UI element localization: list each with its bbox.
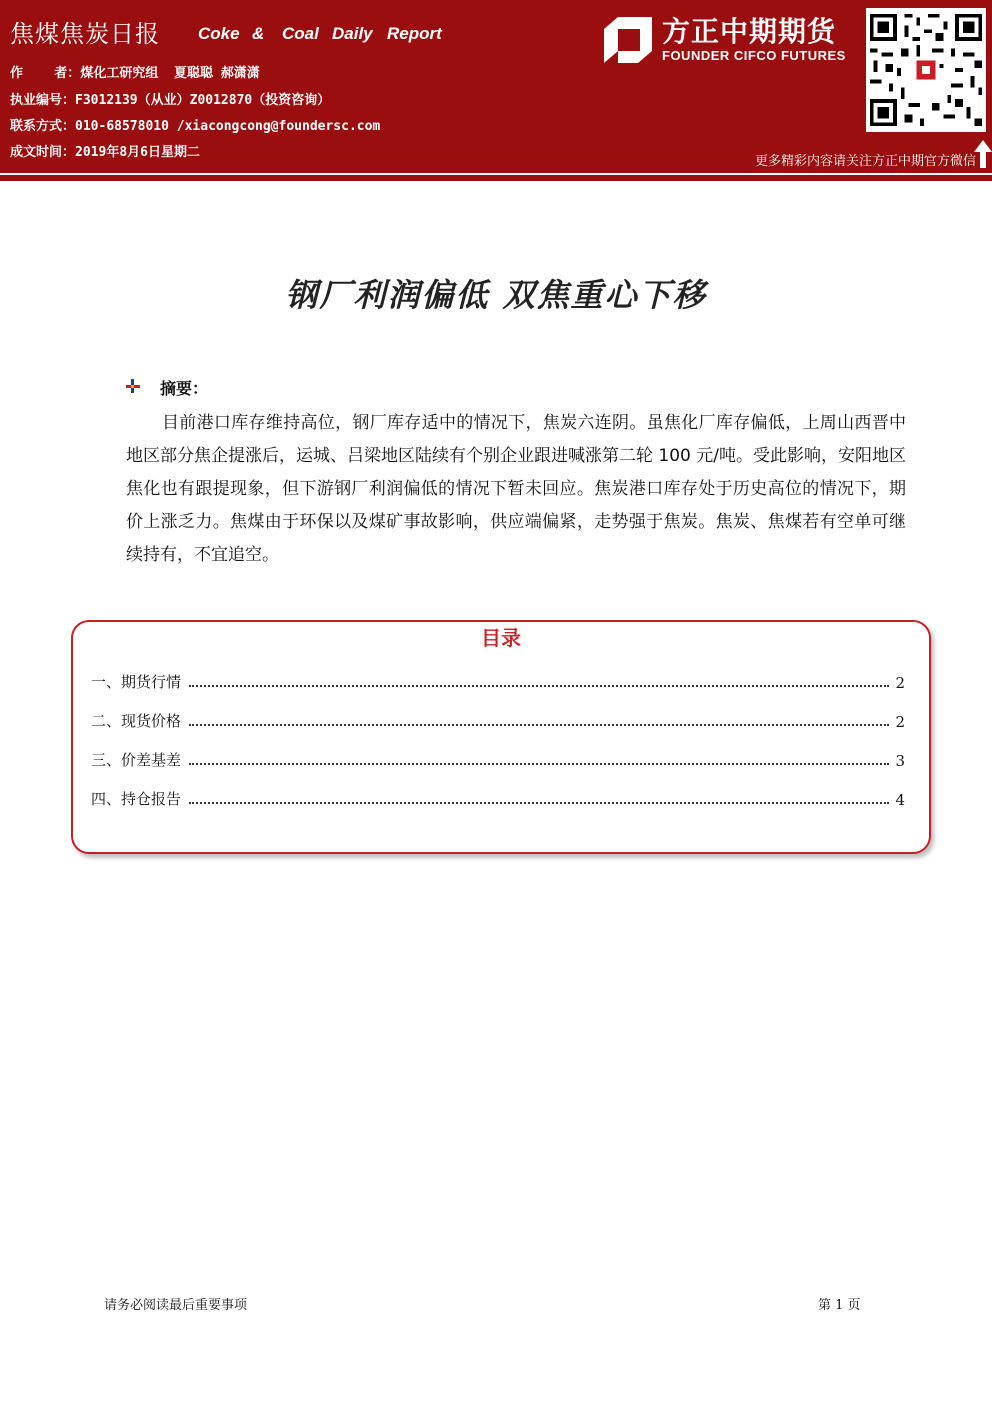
toc-title: 目录 xyxy=(481,626,521,650)
toc-item-position-report[interactable] xyxy=(91,787,905,809)
report-title-en-report: Report xyxy=(387,24,442,43)
abstract-bullet-icon xyxy=(126,379,140,393)
toc-item-page: 3 xyxy=(895,752,905,770)
table-of-contents xyxy=(71,620,931,854)
footer-notice: 请务必阅读最后重要事项 xyxy=(104,1298,248,1313)
document-title: 钢厂利润偏低 双焦重心下移 xyxy=(285,276,707,314)
contact-row xyxy=(10,115,380,134)
toc-dot-leader xyxy=(189,802,889,804)
toc-item-label: 四、持仓报告 xyxy=(91,790,182,808)
toc-item-futures[interactable] xyxy=(91,670,905,692)
abstract-label: 摘要： xyxy=(160,379,209,398)
wechat-qr-code-icon xyxy=(866,8,986,132)
company-logo-icon xyxy=(604,17,652,63)
toc-item-label: 二、现货价格 xyxy=(91,712,182,730)
toc-dot-leader xyxy=(189,685,889,687)
date-row xyxy=(10,141,200,160)
toc-item-page: 2 xyxy=(895,713,905,731)
date-value: 2019年8月6日星期二 xyxy=(75,145,200,160)
report-title-en-daily: Daily xyxy=(332,24,373,43)
report-title-en-amp: & xyxy=(252,24,265,43)
author-row xyxy=(10,62,260,81)
arrow-up-icon xyxy=(974,140,992,168)
company-name-cn: 方正中期期货 xyxy=(662,15,837,48)
date-label: 成文时间： xyxy=(10,145,76,160)
report-header xyxy=(0,0,992,172)
license-row xyxy=(10,89,330,108)
toc-item-spread-basis[interactable] xyxy=(91,748,905,770)
license-value: F3012139（从业）Z0012870（投资咨询） xyxy=(75,93,331,108)
toc-dot-leader xyxy=(189,724,889,726)
abstract-body: 目前港口库存维持高位，钢厂库存适中的情况下，焦炭六连阴。虽焦化厂库存偏低，上周山西晋中地区部分焦企提涨后，运城、吕梁地区陆续有个别企业跟进喊涨第二轮 100 元/吨。受此影响，安阳地区焦化也有跟提现象，但下游钢厂利润偏低的情况下暂未回应。焦炭港口库存处于历史高位的情况下，期价上涨乏力。焦煤由于环保以及煤矿事故影响，供应端偏紧，走势强于焦炭。焦炭、焦煤若有空单可继续持有，不宜追空。 xyxy=(126,413,906,565)
report-title-en-coke: Coke xyxy=(198,24,240,43)
author-label: 作 者： xyxy=(10,66,81,81)
contact-label: 联系方式： xyxy=(10,119,76,134)
author-value: 煤化工研究组 夏聪聪 郝潇潇 xyxy=(80,66,260,81)
report-title-en-coal: Coal xyxy=(282,24,319,43)
toc-dot-leader xyxy=(189,763,889,765)
toc-item-page: 2 xyxy=(895,674,905,692)
footer-page-number: 第 1 页 xyxy=(818,1298,861,1313)
report-title-cn: 焦煤焦炭日报 xyxy=(10,20,160,48)
header-divider xyxy=(0,172,992,181)
contact-value[interactable]: 010-68578010 /xiacongcong@foundersc.com xyxy=(75,119,381,134)
toc-item-page: 4 xyxy=(895,791,905,809)
company-name-en: FOUNDER CIFCO FUTURES xyxy=(662,48,846,63)
toc-item-label: 一、期货行情 xyxy=(91,673,182,691)
toc-item-label: 三、价差基差 xyxy=(91,751,182,769)
license-label: 执业编号： xyxy=(10,93,76,108)
follow-wechat-text: 更多精彩内容请关注方正中期官方微信 xyxy=(754,154,976,169)
toc-item-spot-price[interactable] xyxy=(91,709,905,731)
